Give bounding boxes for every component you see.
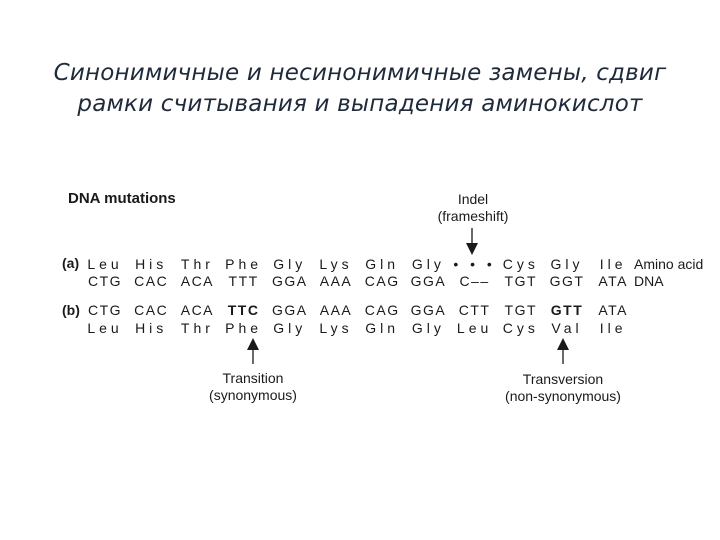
- row-a-dna-cell: AAA: [319, 273, 353, 289]
- row-b-dna-cell: CAG: [364, 302, 400, 318]
- row-b-dna-cell: AAA: [319, 302, 353, 318]
- row-a-amino-cell: Ile: [599, 256, 627, 272]
- row-b-amino-cell: Gln: [365, 320, 400, 336]
- row-a-dna-cell: GGT: [549, 273, 585, 289]
- row-b-tag: (b): [62, 302, 80, 318]
- row-b-dna-cell: ACA: [180, 302, 215, 318]
- row-b-dna-cell: TTC: [227, 302, 260, 318]
- row-b-dna-cell: TGT: [504, 302, 538, 318]
- row-b-dna-cell: CAC: [134, 302, 169, 318]
- row-a-amino-cell: Cys: [502, 256, 539, 272]
- row-b-amino-cell: Leu: [456, 320, 493, 336]
- transversion-label-line-1: Transversion: [522, 371, 604, 387]
- row-a-amino-cell: Gln: [365, 256, 400, 272]
- row-b-dna-cell: CTT: [458, 302, 491, 318]
- transversion-label-line-2: (non-synonymous): [505, 388, 621, 404]
- row-b-amino-cell: Val: [551, 320, 583, 336]
- row-a-dna-cell: TTT: [228, 273, 259, 289]
- transition-label: [193, 370, 313, 404]
- row-b-amino-cell: Gly: [411, 320, 445, 336]
- row-a-dna-cell: ACA: [180, 273, 215, 289]
- row-b-amino-cell: Leu: [87, 320, 123, 336]
- row-b-amino-cell: Cys: [502, 320, 539, 336]
- row-b-amino-cell: Gly: [273, 320, 307, 336]
- row-a-amino-cell: Leu: [87, 256, 123, 272]
- row-a-dna-cell: C––: [459, 273, 490, 289]
- row-b-amino-cell: Ile: [599, 320, 627, 336]
- row-a-dna-cell: GGA: [410, 273, 447, 289]
- transition-arrow: [247, 338, 259, 364]
- row-b-dna-cell: CTG: [87, 302, 123, 318]
- transversion-arrow: [557, 338, 569, 364]
- row-a-amino-cell: Gly: [550, 256, 584, 272]
- transversion-label: [493, 371, 633, 405]
- row-a-amino-cell: Phe: [225, 256, 263, 272]
- indel-label-line-2: (frameshift): [437, 208, 509, 224]
- row-b-amino-cell: Lys: [319, 320, 353, 336]
- row-a-amino-cell: His: [135, 256, 168, 272]
- title-line-1: Синонимичные и несинонимичные замены, сдвиг: [53, 60, 667, 86]
- row-b-dna-cell: GGA: [410, 302, 447, 318]
- row-a-amino-cell: • • •: [453, 256, 496, 272]
- row-a-dna-cell: CAC: [134, 273, 169, 289]
- transition-label-line-2: (synonymous): [209, 387, 297, 403]
- indel-arrow: [466, 228, 478, 255]
- row-a-amino-cell: Gly: [411, 256, 445, 272]
- row-b-amino-cell: His: [135, 320, 168, 336]
- amino-acid-label: Amino acid: [634, 256, 704, 272]
- row-a-dna-cell: GGA: [271, 273, 308, 289]
- row-a-dna-cell: TGT: [504, 273, 538, 289]
- row-a-tag: (a): [62, 255, 80, 271]
- row-b-amino-cell: Thr: [180, 320, 214, 336]
- row-a-dna-cell: ATA: [598, 273, 629, 289]
- row-b-dna-cell: GGA: [271, 302, 308, 318]
- title-line-2: рамки считывания и выпадения аминокислот: [77, 91, 643, 117]
- transition-label-line-1: Transition: [222, 370, 284, 386]
- row-a-dna-cell: CTG: [87, 273, 123, 289]
- diagram-heading: DNA mutations: [68, 190, 176, 207]
- row-b-dna-cell: ATA: [598, 302, 629, 318]
- row-b-dna-cell: GTT: [550, 302, 584, 318]
- dna-label: DNA: [634, 273, 664, 289]
- row-a-amino-cell: Lys: [319, 256, 353, 272]
- row-a-dna-cell: CAG: [364, 273, 400, 289]
- row-b-amino-cell: Phe: [225, 320, 263, 336]
- row-a-amino-cell: Thr: [180, 256, 214, 272]
- indel-label-line-1: Indel: [457, 191, 489, 207]
- row-a-amino-cell: Gly: [273, 256, 307, 272]
